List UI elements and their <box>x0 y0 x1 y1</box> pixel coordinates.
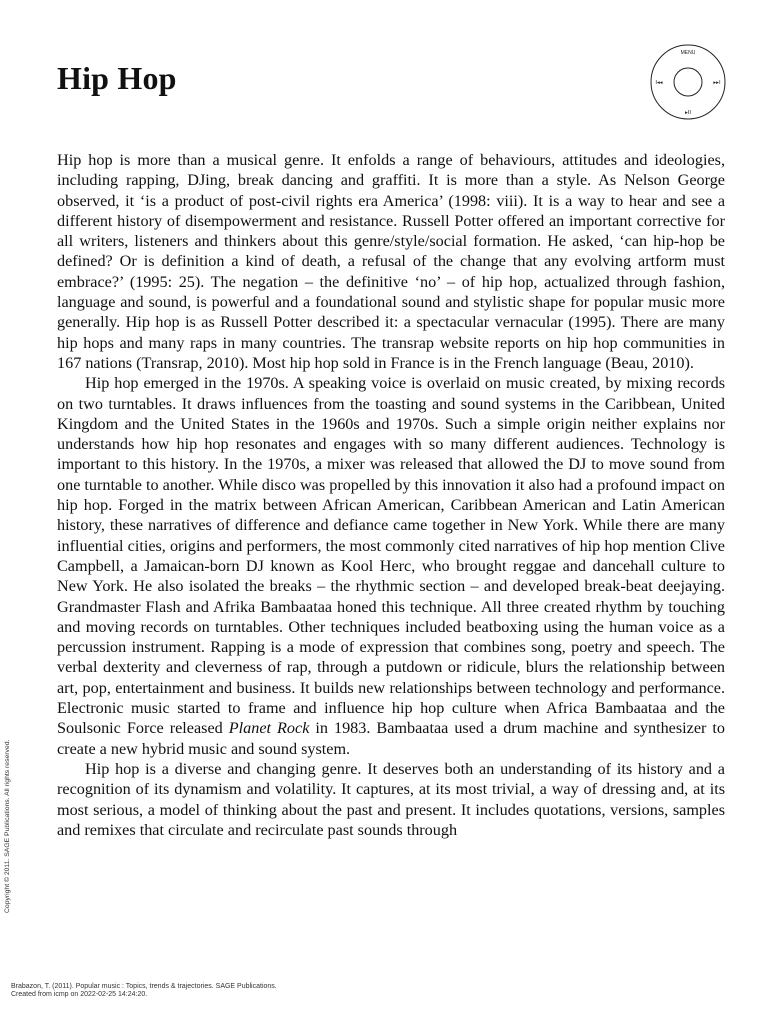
next-icon: ▸▸I <box>713 80 721 86</box>
citation-line: Brabazon, T. (2011). Popular music : Topics, trends & trajectories. SAGE Publications. <box>11 983 277 990</box>
previous-icon: I◂◂ <box>655 80 663 86</box>
play-pause-icon: ▸II <box>684 110 692 116</box>
text-segment: Hip hop is a diverse and changing genre. It deserves both an understanding of its history and a recognition of its dynamism and volatility. It captures, at its most trivial, a way of dressing and, at its most serious, a model of thinking about the past and present. It includes quotations, versions, samples and remixes that circulate and recirculate past sounds through <box>57 759 725 839</box>
album-title: Planet Rock <box>228 719 310 738</box>
paragraph <box>57 373 725 759</box>
menu-label: MENU <box>680 50 696 56</box>
copyright-notice: Copyright © 2011. SAGE Publications. All rights reserved. <box>4 739 11 913</box>
paragraph <box>57 150 725 373</box>
created-line: Created from icmp on 2022-02-25 14:24:20. <box>11 991 148 998</box>
text-segment: Hip hop emerged in the 1970s. A speaking voice is overlaid on music created, by mixing records on two turntables. It draws influences from the toasting and sound systems in the Caribbean, United Kingdom and the United States in the 1960s and 1970s. Such a simple origin neither explains nor understands how hip hop resonates and engages with so many different audiences. Technology is important to this history. In the 1970s, a mixer was released that allowed the DJ to move sound from one turntable to another. While disco was propelled by this innovation it also had a profound impact on hip hop. Forged in the matrix between African American, Caribbean American and Latin American history, these narratives of difference and defiance came together in New York. While there are many influential cities, origins and performers, the most commonly cited narratives of hip hop mention Clive Campbell, a Jamaican-born DJ known as Kool Herc, who brought reggae and dancehall culture to New York. He also isolated the breaks – the rhythmic section – and developed break-beat deejaying. Grandmaster Flash and Afrika Bambaataa honed this technique. All three created rhythm by touching and moving records on turntables. Other techniques included beatboxing using the human voice as a percussion instrument. Rapping is a mode of expression that combines song, poetry and speech. The verbal dexterity and cleverness of rap, through a putdown or ridicule, blurs the relationship between art, pop, entertainment and business. It builds new relationships between technology and performance. Electronic music started to frame and influence hip hop culture when Africa Bambaataa and the Soulsonic Force released <box>57 374 725 738</box>
page-title: Hip Hop <box>57 60 177 96</box>
text-segment: Hip hop is more than a musical genre. It enfolds a range of behaviours, attitudes and ideologies, including rapping, DJing, break dancing and graffiti. It is more than a style. As Nelson George observed, it ‘is a product of post-civil rights era America’ (1998: viii). It is a way to hear and see a different history of disempowerment and resistance. Russell Potter offered an important corrective for all writers, listeners and thinkers about this genre/style/social formation. He asked, ‘can hip-hop be defined? Or is definition a kind of death, a refusal of the change that any evolving artform must embrace?’ (1995: 25). The negation – the definitive ‘no’ – of hip hop, actualized through fashion, language and sound, is powerful and a foundational sound and stylistic shape for popular music more generally. Hip hop is as Russell Potter described it: a spectacular vernacular (1995). There are many hip hops and many raps in many countries. The transrap website reports on hip hop communities in 167 nations (Transrap, 2010). Most hip hop sold in France is in the French language (Beau, 2010). <box>57 151 725 372</box>
paragraph <box>57 759 725 840</box>
click-wheel-icon <box>648 42 728 122</box>
citation-footer <box>11 983 277 999</box>
text-segment: in 1983. Bambaataa used a drum machine and synthesizer to create a new hybrid music and sound system. <box>57 719 726 758</box>
body-text <box>57 150 725 840</box>
